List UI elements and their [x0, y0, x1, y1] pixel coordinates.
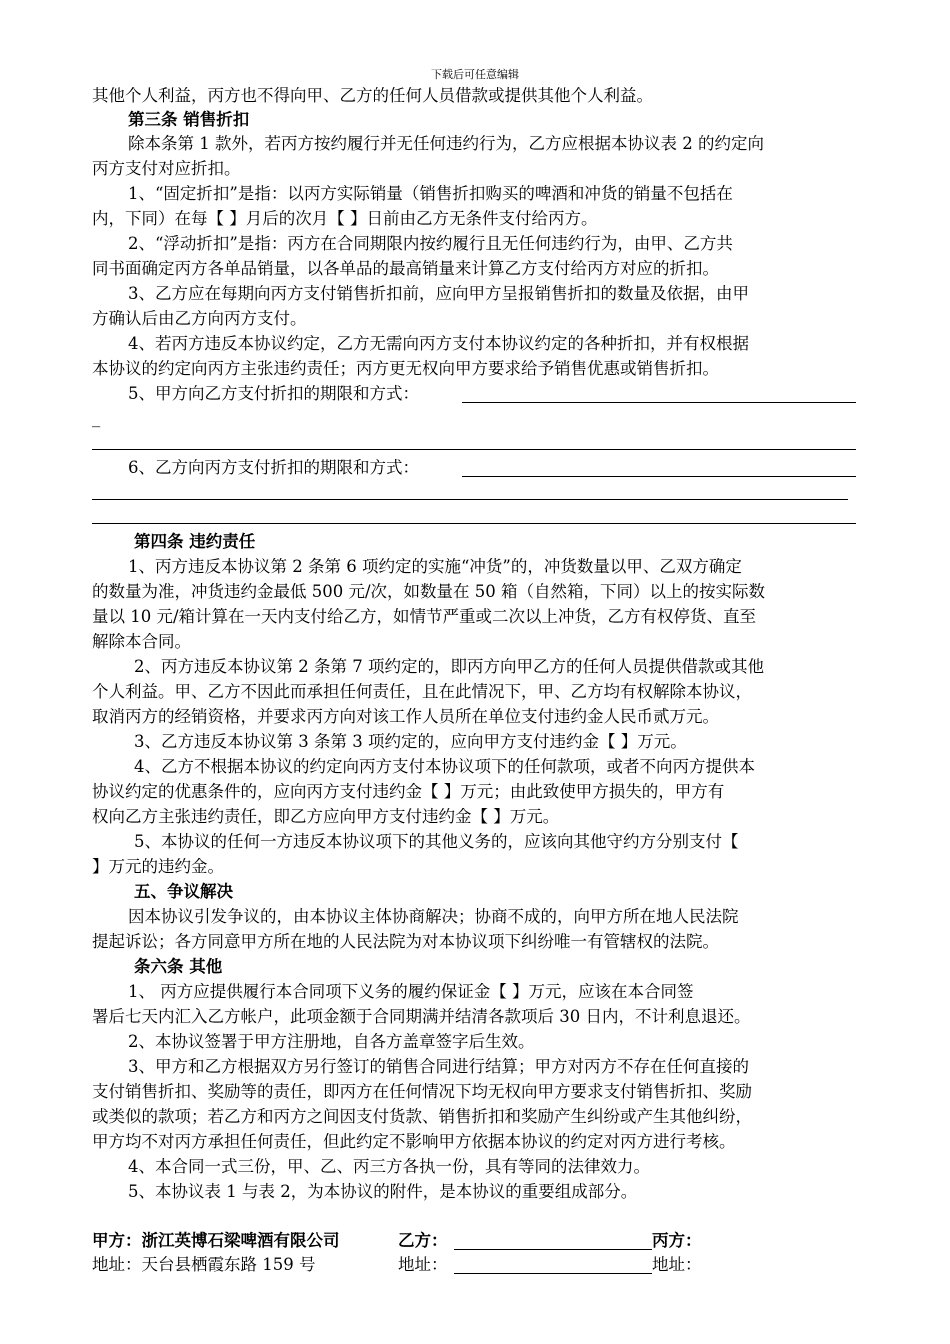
text-line: 或类似的款项；若乙方和丙方之间因支付货款、销售折扣和奖励产生纠纷或产生其他纠纷，	[92, 1107, 752, 1126]
section-heading: 五、争议解决	[134, 882, 233, 901]
fill-in-line	[462, 476, 856, 477]
text-line: 量以 10 元/箱计算在一天内支付给乙方，如情节严重或二次以上冲货，乙方有权停货、直至	[92, 607, 757, 626]
text-line: 方确认后由乙方向丙方支付。	[92, 309, 307, 328]
text-line: 3、甲方和乙方根据双方另行签订的销售合同进行结算；甲方对丙方不存在任何直接的	[128, 1057, 749, 1076]
party-a-label: 甲方：浙江英博石梁啤酒有限公司	[92, 1231, 340, 1250]
text-line: 2、本协议签署于甲方注册地，自各方盖章签字后生效。	[128, 1032, 535, 1051]
text-line: 4、本合同一式三份，甲、乙、丙三方各执一份，具有等同的法律效力。	[128, 1157, 650, 1176]
text-line: 2、丙方违反本协议第 2 条第 7 项约定的，即丙方向甲乙方的任何人员提供借款或其他	[134, 657, 764, 676]
text-line: 4、乙方不根据本协议的约定向丙方支付本协议项下的任何款项，或者不向丙方提供本	[134, 757, 755, 776]
text-line: 6、乙方向丙方支付折扣的期限和方式：	[128, 458, 419, 477]
text-line: 取消丙方的经销资格，并要求丙方向对该工作人员所在单位支付违约金人民币贰万元。	[92, 707, 719, 726]
party-c-address-label: 地址：	[652, 1255, 702, 1274]
section-heading: 第四条 违约责任	[134, 532, 256, 551]
text-line: 除本条第 1 款外，若丙方按约履行并无任何违约行为，乙方应根据本协议表 2 的约定向	[128, 134, 764, 153]
text-line: 丙方支付对应折扣。	[92, 159, 241, 178]
party-b-fill-line	[454, 1249, 652, 1250]
text-line: 个人利益。甲、乙方不因此而承担任何责任，且在此情况下，甲、乙方均有权解除本协议，	[92, 682, 752, 701]
text-line: 2、“浮动折扣”是指：丙方在合同期限内按约履行且无任何违约行为，由甲、乙方共	[128, 234, 733, 253]
section-heading: 第三条 销售折扣	[128, 110, 250, 129]
text-line: 权向乙方主张违约责任，即乙方应向甲方支付违约金【 】万元。	[92, 807, 560, 826]
text-line: 同书面确定丙方各单品销量，以各单品的最高销量来计算乙方支付给丙方对应的折扣。	[92, 259, 719, 278]
party-a-address: 地址：天台县栖霞东路 159 号	[92, 1255, 316, 1274]
text-line: 支付销售折扣、奖励等的责任，即丙方在任何情况下均无权向甲方要求支付销售折扣、奖励	[92, 1082, 752, 1101]
text-line: 1、 丙方应提供履行本合同项下义务的履约保证金【 】万元，应该在本合同签	[128, 982, 694, 1001]
text-line: 1、丙方违反本协议第 2 条第 6 项约定的实施“冲货”的，冲货数量以甲、乙双方确定	[128, 557, 742, 576]
text-line: 本协议的约定向丙方主张违约责任；丙方更无权向甲方要求给予销售优惠或销售折扣。	[92, 359, 719, 378]
text-line: 】万元的违约金。	[92, 857, 224, 876]
text-line: 5、甲方向乙方支付折扣的期限和方式：	[128, 384, 419, 403]
text-line: 解除本合同。	[92, 632, 191, 651]
text-line: _	[92, 408, 101, 427]
text-line: 协议约定的优惠条件的，应向丙方支付违约金【 】万元；由此致使甲方损失的，甲方有	[92, 782, 725, 801]
text-line: 其他个人利益，丙方也不得向甲、乙方的任何人员借款或提供其他个人利益。	[92, 86, 653, 105]
text-line: 内，下同）在每【 】月后的次月【 】日前由乙方无条件支付给丙方。	[92, 209, 598, 228]
page-header: 下载后可任意编辑	[431, 68, 519, 81]
text-line: 甲方均不对丙方承担任何责任，但此约定不影响甲方依据本协议的约定对丙方进行考核。	[92, 1132, 736, 1151]
fill-in-line	[92, 523, 856, 524]
text-line: 因本协议引发争议的，由本协议主体协商解决；协商不成的，向甲方所在地人民法院	[128, 907, 739, 926]
text-line: 3、乙方违反本协议第 3 条第 3 项约定的，应向甲方支付违约金【 】万元。	[134, 732, 687, 751]
text-line: 1、“固定折扣”是指：以丙方实际销量（销售折扣购买的啤酒和冲货的销量不包括在	[128, 184, 733, 203]
text-line: 的数量为准，冲货违约金最低 500 元/次，如数量在 50 箱（自然箱，下同）以上的按实际数	[92, 582, 766, 601]
text-line: 提起诉讼；各方同意甲方所在地的人民法院为对本协议项下纠纷唯一有管辖权的法院。	[92, 932, 719, 951]
text-line: 4、若丙方违反本协议约定，乙方无需向丙方支付本协议约定的各种折扣，并有权根据	[128, 334, 749, 353]
fill-in-line	[92, 499, 848, 500]
party-b-address-fill-line	[454, 1273, 652, 1274]
text-line: 署后七天内汇入乙方帐户，此项金额于合同期满并结清各款项后 30 日内，不计利息退还。	[92, 1007, 751, 1026]
text-line: 5、本协议的任何一方违反本协议项下的其他义务的，应该向其他守约方分别支付【	[134, 832, 739, 851]
party-b-address-label: 地址：	[398, 1255, 448, 1274]
section-heading: 条六条 其他	[134, 957, 223, 976]
text-line: 5、本协议表 1 与表 2，为本协议的附件，是本协议的重要组成部分。	[128, 1182, 638, 1201]
fill-in-line	[92, 449, 856, 450]
fill-in-line	[462, 402, 856, 403]
party-c-label: 丙方：	[652, 1231, 702, 1250]
text-line: 3、乙方应在每期向丙方支付销售折扣前，应向甲方呈报销售折扣的数量及依据，由甲	[128, 284, 749, 303]
party-b-label: 乙方：	[398, 1231, 448, 1250]
